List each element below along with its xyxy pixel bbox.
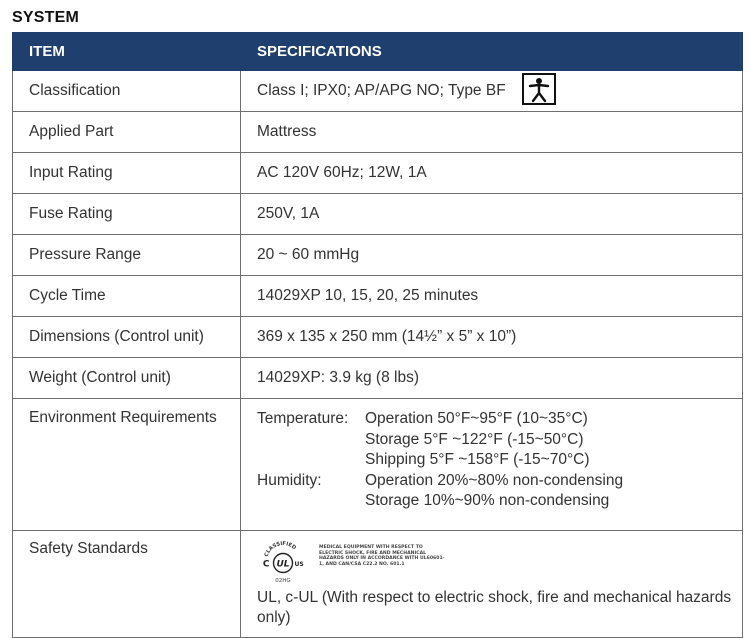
table-row (13, 112, 743, 153)
temperature-operation: Operation 50°F~95°F (10~35°C) (365, 410, 588, 427)
section-title: SYSTEM (12, 9, 79, 26)
row-value: 20 ~ 60 mmHg (241, 235, 743, 276)
certification-block (257, 540, 742, 584)
table-row (13, 194, 743, 235)
row-label: Weight (Control unit) (13, 358, 241, 399)
row-label: Classification (13, 71, 241, 112)
row-label: Dimensions (Control unit) (13, 317, 241, 358)
table-row (13, 317, 743, 358)
humidity-label: Humidity: (257, 471, 322, 489)
svg-text:CLASSIFIED (264, 541, 298, 558)
safety-cell (241, 531, 743, 638)
temperature-shipping: Shipping 5°F ~158°F (-15~70°C) (365, 451, 590, 469)
ul-c-text: C (262, 559, 270, 570)
row-label: Cycle Time (13, 276, 241, 317)
temperature-label: Temperature: (257, 410, 349, 427)
table-row-environment (13, 399, 743, 531)
table-row (13, 358, 743, 399)
row-value: 250V, 1A (241, 194, 743, 235)
row-label: Safety Standards (13, 531, 241, 638)
type-bf-person-icon (522, 73, 556, 105)
row-value-cell (241, 71, 743, 112)
safety-standards-text: UL, c-UL (With respect to electric shock, fire and mechanical hazards only) (257, 589, 732, 626)
row-value: 369 x 135 x 250 mm (14½” x 5” x 10”) (241, 317, 743, 358)
table-header-row (13, 33, 743, 71)
row-label: Applied Part (13, 112, 241, 153)
column-header-item: ITEM (13, 33, 241, 71)
specifications-table (12, 32, 743, 638)
row-label: Pressure Range (13, 235, 241, 276)
humidity-operation: Operation 20%~80% non-condensing (365, 471, 624, 489)
ul-fineprint: MEDICAL EQUIPMENT WITH RESPECT TO ELECTRIC SHOCK, FIRE AND MECHANICAL HAZARDS ONLY IN ACCORDANCE WITH UL60601-1, AND CAN/CSA C22.2 NO. 601.1 (319, 545, 445, 567)
table-row (13, 235, 743, 276)
ul-us-text: US (294, 561, 304, 568)
row-label: Fuse Rating (13, 194, 241, 235)
row-value: Class I; IPX0; AP/APG NO; Type BF (257, 82, 506, 100)
row-value: Mattress (241, 112, 743, 153)
ul-classified-mark-icon (257, 540, 309, 584)
table-row-safety (13, 531, 743, 638)
environment-cell (241, 399, 743, 531)
row-label: Input Rating (13, 153, 241, 194)
table-row (13, 153, 743, 194)
table-row (13, 71, 743, 112)
ul-code-text: 02HG (275, 578, 291, 584)
humidity-storage: Storage 10%~90% non-condensing (365, 492, 610, 510)
ul-classified-text: CLASSIFIED (263, 540, 298, 558)
row-label: Environment Requirements (13, 399, 241, 531)
table-row (13, 276, 743, 317)
temperature-storage: Storage 5°F ~122°F (-15~50°C) (365, 430, 584, 448)
row-value: 14029XP: 3.9 kg (8 lbs) (241, 358, 743, 399)
row-value: AC 120V 60Hz; 12W, 1A (241, 153, 743, 194)
row-value: 14029XP 10, 15, 20, 25 minutes (241, 276, 743, 317)
column-header-specifications: SPECIFICATIONS (241, 33, 743, 71)
ul-text: UL (276, 559, 290, 570)
environment-grid (257, 409, 742, 512)
